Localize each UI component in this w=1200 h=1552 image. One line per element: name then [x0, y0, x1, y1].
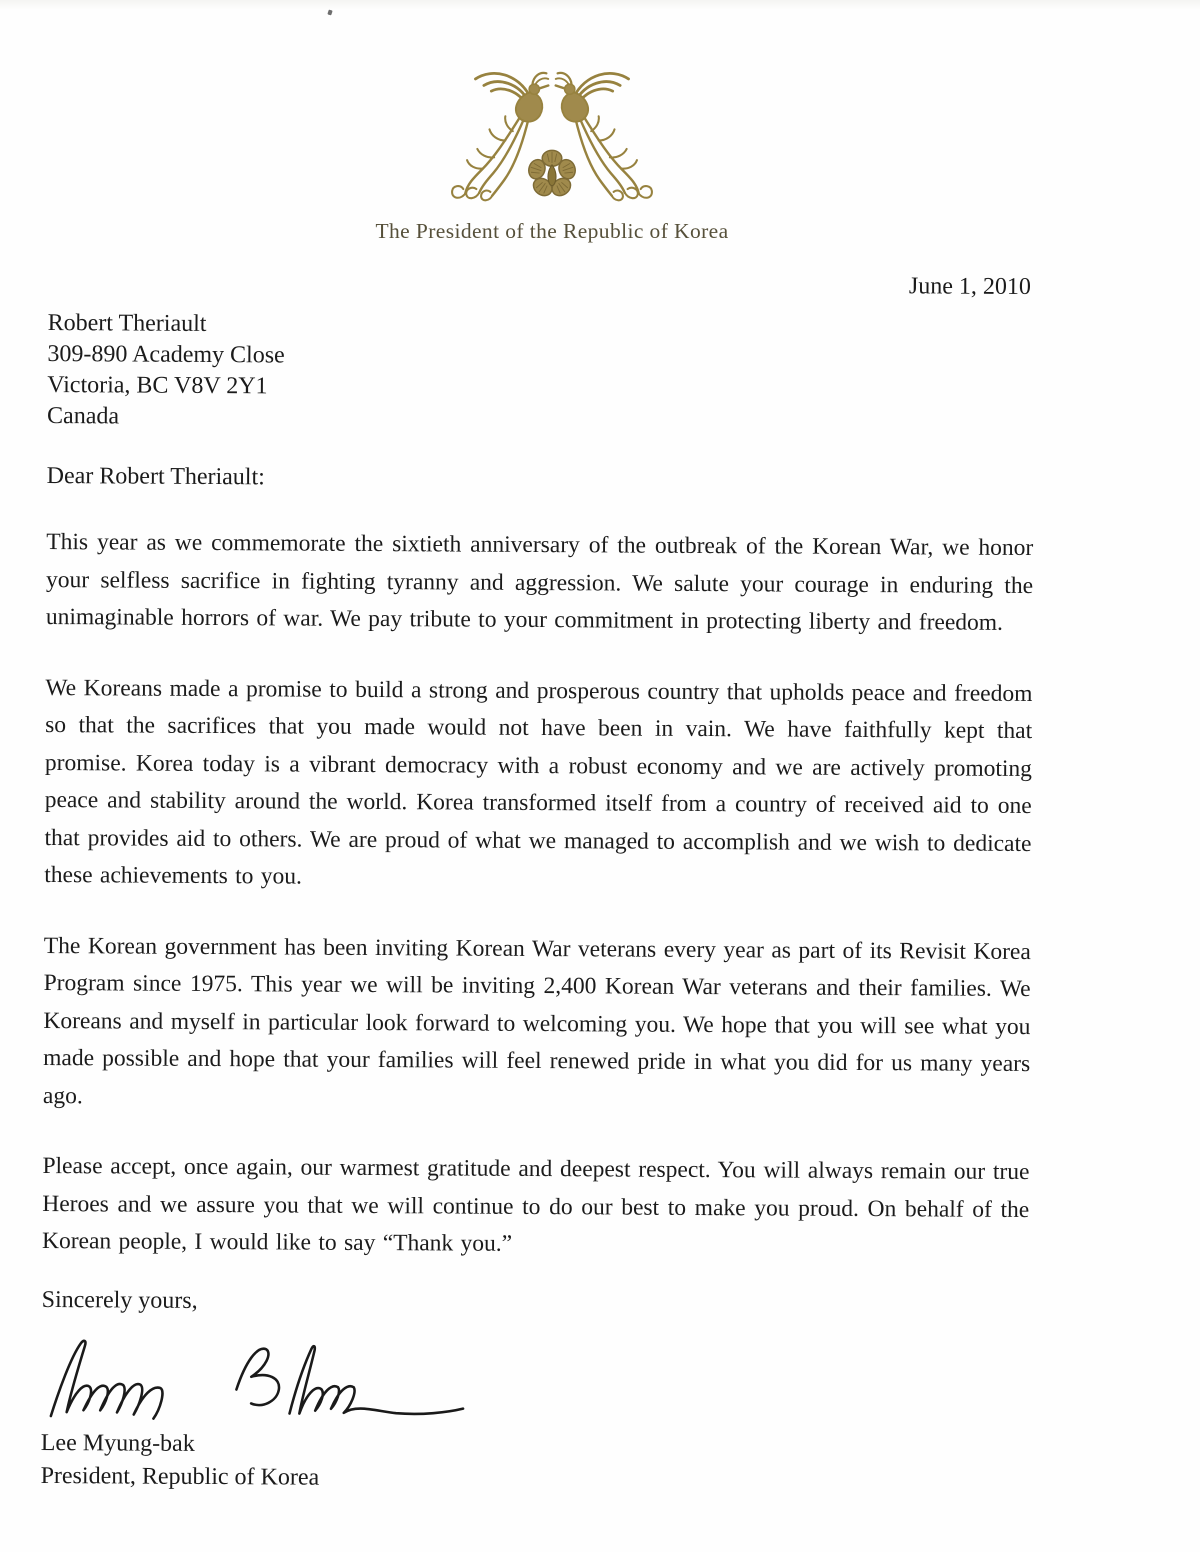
recipient-address-block — [47, 308, 1035, 438]
scan-speck — [327, 10, 332, 16]
body-paragraph-2: We Koreans made a promise to build a strong and prosperous country that upholds peace and freedom so that the sacrifices that you made would not have been in vain. We have faithfully kept that promise. Korea today is a vibrant democracy with a robust economy and we are actively promoting peace and stability around the world. Korea transformed itself from a country of received aid to one that provides aid to others. We are proud of what we managed to accomplish and we wish to dedicate these achievements to you. — [44, 674, 1033, 890]
body-paragraph-3: The Korean government has been inviting Korean War veterans every year as part of its Revisit Korea Program since 1975. This year we will be inviting 2,400 Korean War veterans and their families. We Koreans and myself in particular look forward to welcoming you. We hope that you will see what you made possible and hope that your families will feel renewed pride in what you did for us many years ago. — [42, 932, 1031, 1109]
recipient-address-line1: 309-890 Academy Close — [47, 340, 285, 369]
recipient-address-line2: Victoria, BC V8V 2Y1 — [47, 371, 268, 400]
signer-title: President, Republic of Korea — [40, 1462, 320, 1491]
signature-handwriting-icon — [43, 1330, 468, 1427]
signer-name: Lee Myung-bak — [40, 1429, 195, 1457]
salutation: Dear Robert Theriault: — [46, 462, 265, 491]
presidential-phoenix-emblem-icon — [440, 60, 664, 208]
recipient-country: Canada — [47, 402, 120, 430]
recipient-name: Robert Theriault — [47, 309, 207, 337]
hibiscus-flower-icon — [526, 150, 577, 199]
letterhead-title: The President of the Republic of Korea — [375, 219, 729, 243]
letter-body — [41, 266, 1035, 1499]
valediction: Sincerely yours, — [41, 1286, 198, 1314]
signer-block — [41, 1426, 1028, 1498]
body-paragraph-4: Please accept, once again, our warmest gratitude and deepest respect. You will always remain our true Heroes and we assure you that we will continue to do our best to make you proud. On behalf of the Korean people, I would like to say “Thank you.” — [41, 1152, 1030, 1257]
body-paragraph-1: This year as we commemorate the sixtieth anniversary of the outbreak of the Korean War, we honor your selfless sacrifice in fighting tyranny and aggression. We salute your courage in enduring the unimaginable horrors of war. We pay tribute to your commitment in protecting liberty and freedom. — [45, 528, 1034, 636]
letter-date: June 1, 2010 — [908, 273, 1031, 301]
